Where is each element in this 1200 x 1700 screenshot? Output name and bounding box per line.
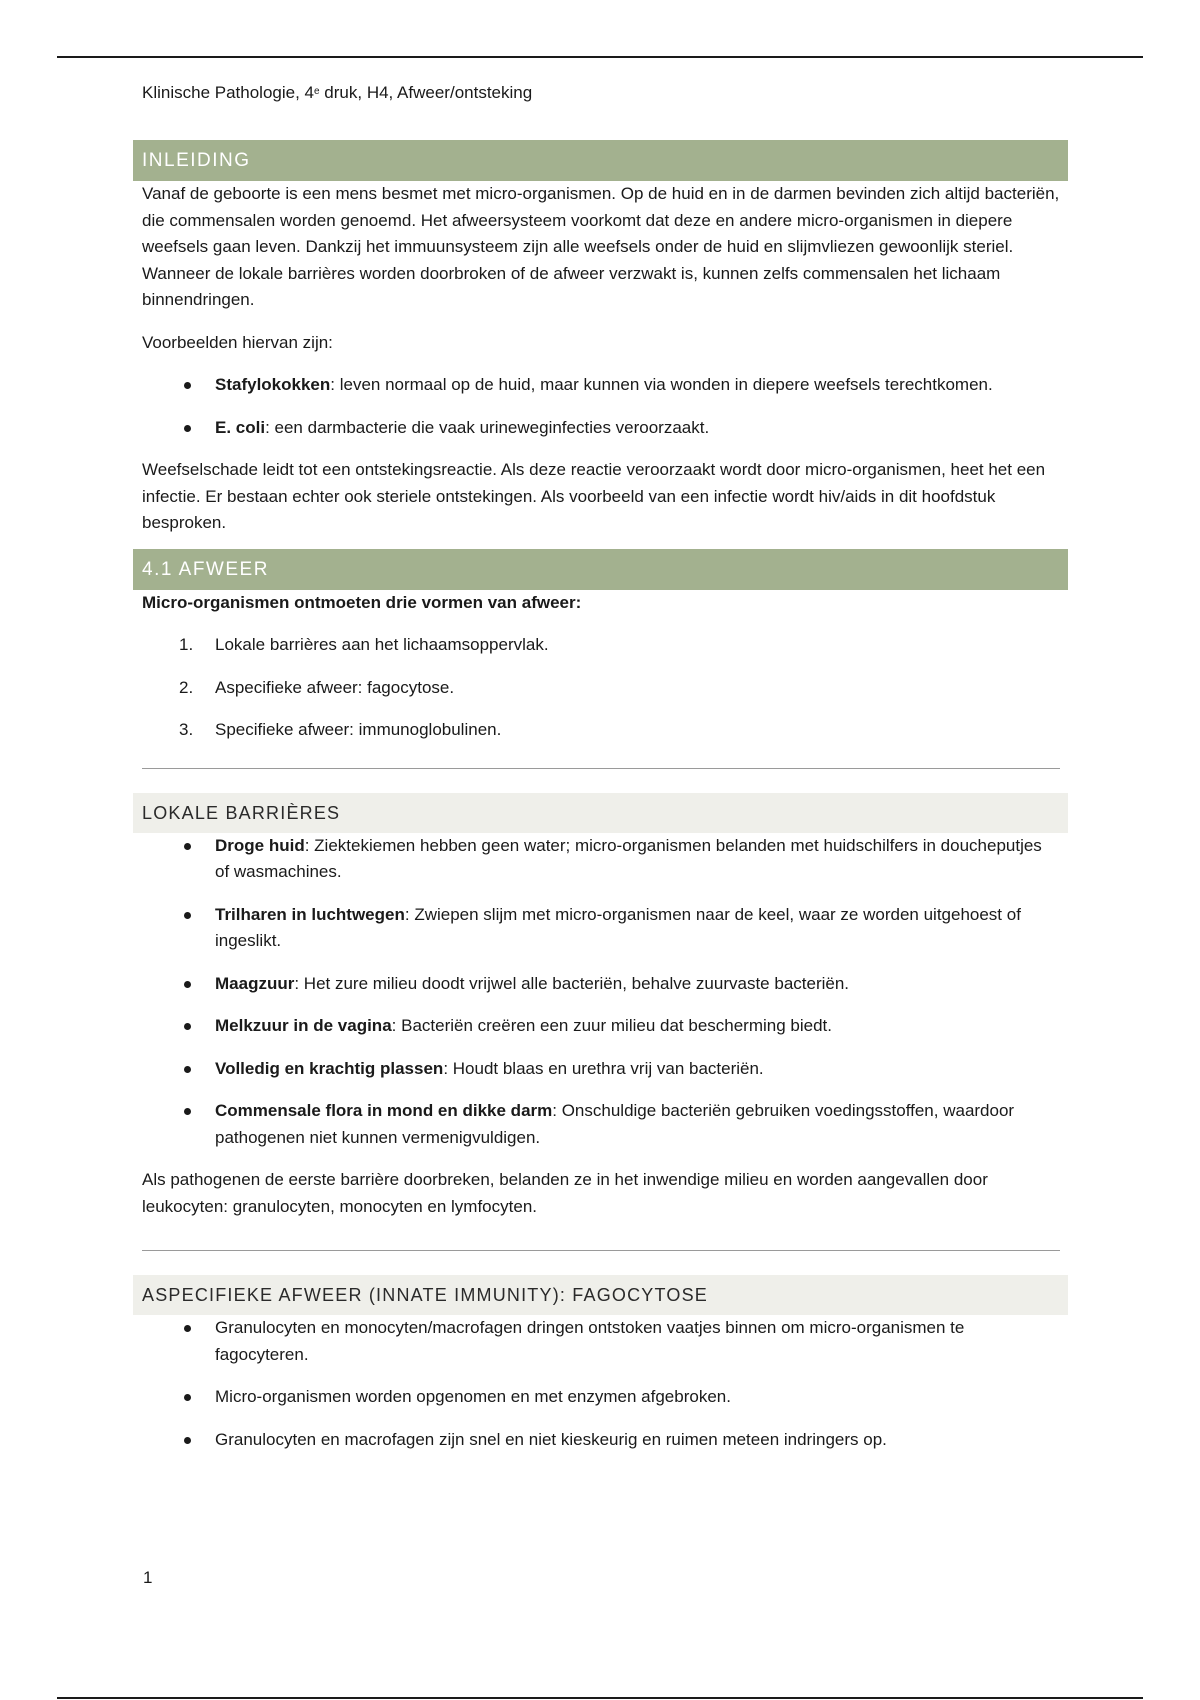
inleiding-paragraph: Vanaf de geboorte is een mens besmet met micro-organismen. Op de huid en in de darmen bevinden zich altijd bacteriën, die commensalen worden genoemd. Het afweersysteem voorkomt dat deze en andere micro-organismen in diepere weefsels gaan leven. Dankzij het immuunsysteem zijn alle weefsels onder de huid en slijmvliezen gewoonlijk steriel. Wanneer de lokale barrières worden doorbroken of de afweer verzwakt is, kunnen zelfs commensalen het lichaam binnendringen. — [142, 184, 1060, 309]
divider — [142, 1250, 1060, 1251]
inleiding-examples-intro: Voorbeelden hiervan zijn: — [142, 332, 333, 352]
subsection-heading-aspecifieke-afweer: ASPECIFIEKE AFWEER (INNATE IMMUNITY): FAGOCYTOSE — [133, 1275, 1068, 1315]
top-rule — [57, 56, 1143, 58]
afweer-intro: Micro-organismen ontmoeten drie vormen van afweer: — [142, 592, 582, 612]
section-heading-inleiding: INLEIDING — [133, 140, 1068, 181]
list-item: Stafylokokken: leven normaal op de huid, maar kunnen via wonden in diepere weefsels terechtkomen. — [142, 372, 1060, 399]
list-item: Commensale flora in mond en dikke darm: Onschuldige bacteriën gebruiken voedingsstoffen, waardoor pathogenen niet kunnen vermenigvuldigen. — [142, 1098, 1060, 1151]
list-item: 2. Aspecifieke afweer: fagocytose. — [179, 677, 455, 697]
list-item: 3. Specifieke afweer: immunoglobulinen. — [179, 720, 502, 739]
list-item: Melkzuur in de vagina: Bacteriën creëren een zuur milieu dat bescherming biedt. — [142, 1013, 1060, 1040]
section-heading-afweer: 4.1 AFWEER — [133, 549, 1068, 590]
afweer-list — [142, 632, 1060, 744]
inleiding-closing-paragraph: Weefselschade leidt tot een ontstekingsreactie. Als deze reactie veroorzaakt wordt door micro-organismen, heet het een infectie. Er bestaan echter ook steriele ontstekingen. Als voorbeeld van een infectie wordt hiv/aids in dit hoofdstuk besproken. — [142, 460, 1046, 532]
subsection-heading-lokale-barrieres: LOKALE BARRIÈRES — [133, 793, 1068, 833]
list-item: Trilharen in luchtwegen: Zwiepen slijm met micro-organismen naar de keel, waar ze worden uitgehoest of ingeslikt. — [142, 902, 1060, 955]
list-item: 1. Lokale barrières aan het lichaamsoppervlak. — [179, 635, 549, 654]
page-number: 1 — [143, 1568, 153, 1587]
document-body — [142, 80, 1060, 1469]
list-item: Granulocyten en monocyten/macrofagen dringen ontstoken vaatjes binnen om micro-organismen te fagocyteren. — [142, 1315, 1060, 1368]
list-item: Micro-organismen worden opgenomen en met enzymen afgebroken. — [142, 1384, 1060, 1411]
list-item: E. coli: een darmbacterie die vaak urineweginfecties veroorzaakt. — [142, 415, 1060, 442]
list-item: Droge huid: Ziektekiemen hebben geen water; micro-organismen belanden met huidschilfers in doucheputjes of wasmachines. — [142, 833, 1060, 886]
list-item: Granulocyten en macrofagen zijn snel en niet kieskeurig en ruimen meteen indringers op. — [142, 1427, 1060, 1454]
barrieres-list — [142, 833, 1060, 1152]
bottom-rule — [57, 1697, 1143, 1699]
barrieres-closing-paragraph: Als pathogenen de eerste barrière doorbreken, belanden ze in het inwendige milieu en worden aangevallen door leukocyten: granulocyten, monocyten en lymfocyten. — [142, 1170, 988, 1216]
list-item: Maagzuur: Het zure milieu doodt vrijwel alle bacteriën, behalve zuurvaste bacteriën. — [142, 971, 1060, 998]
running-header: Klinische Pathologie, 4e druk, H4, Afweer/ontsteking — [142, 83, 533, 102]
list-item: Volledig en krachtig plassen: Houdt blaas en urethra vrij van bacteriën. — [142, 1056, 1060, 1083]
fagocytose-list — [142, 1315, 1060, 1453]
divider — [142, 768, 1060, 769]
examples-list — [142, 372, 1060, 441]
